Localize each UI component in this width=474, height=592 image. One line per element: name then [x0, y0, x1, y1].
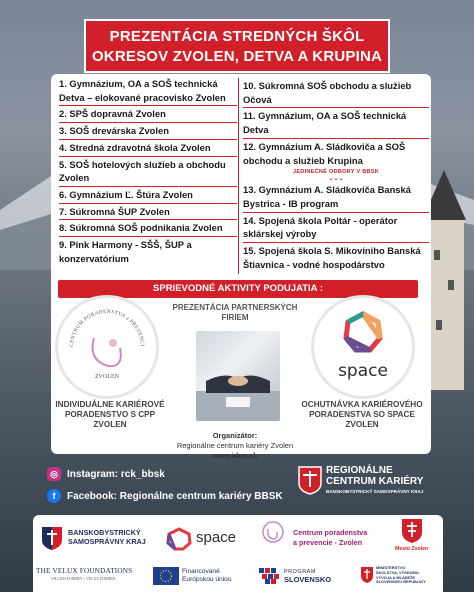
ministry-line-1: MINISTERSTVO: [376, 565, 406, 570]
eu-label: [182, 568, 232, 584]
cpp-footer-line-2: a prevencie - Zvolen: [293, 538, 363, 547]
svg-text:CENTRUM PORADENSTVA a PREVENCI: [58, 298, 145, 347]
activities-header: SPRIEVODNÉ AKTIVITY PODUJATIA :: [58, 280, 418, 298]
cpp-logo-circle: [55, 295, 159, 399]
facebook-text: Facebook: Regionálne centrum kariéry BBSK: [67, 490, 283, 502]
instagram-text: Instagram: rck_bbsk: [67, 468, 165, 480]
list-item: 12. Gymnázium A. Sládkoviča a SOŠ obchodu a služieb Krupina: [243, 140, 406, 166]
facebook-link[interactable]: [47, 486, 283, 506]
list-item: 6. Gymnázium Ľ. Štúra Zvolen: [59, 187, 237, 204]
program-label: [284, 568, 331, 584]
ministry-line-2: ŠKOLSTVA, VÝSKUMU,: [376, 569, 420, 575]
zvolen-crest-icon: [401, 518, 423, 544]
list-item: 1. Gymnázium, OA a SOŠ technická Detva – elokované pracovisko Zvolen: [59, 76, 237, 106]
organizer-block: [150, 431, 320, 461]
eu-line-1: Financované: [182, 568, 220, 575]
bbsk-label: [68, 528, 146, 546]
cpp-city: ZVOLEN: [95, 374, 119, 380]
program-slovensko-icon: [259, 568, 281, 584]
facebook-icon: f: [47, 489, 61, 503]
organizer-label: Organizátor:: [212, 431, 258, 440]
regional-career-center-logo: [297, 463, 432, 499]
bbsk-line-1: BANSKOBYSTRICKÝ: [68, 528, 141, 537]
list-item: 4. Stredná zdravotná škola Zvolen: [59, 140, 237, 157]
mesto-zvolen-label: Mesto Zvolen: [395, 546, 429, 552]
ministry-line-4: SLOVENSKEJ REPUBLIKY: [376, 579, 426, 585]
handshake-photo: [196, 331, 280, 421]
cpp-footer-icon: [261, 520, 285, 546]
list-item: 8. Súkromná SOŠ podnikania Zvolen: [59, 220, 237, 237]
cpp-ring-text: CENTRUM PORADENSTVA a PREVENCI: [68, 308, 146, 348]
instagram-link[interactable]: [47, 464, 283, 484]
cpp-footer-line-1: Centrum poradenstva: [293, 528, 368, 537]
special-programs-note: JEDINEČNÉ ODBORY V BBSK: [292, 169, 380, 176]
list-item: 3. SOŠ drevárska Zvolen: [59, 123, 237, 140]
schools-list-left: [59, 76, 237, 266]
rc-logo-line1: REGIONÁLNE: [326, 465, 393, 476]
social-links: [47, 464, 283, 508]
rc-logo-title: [326, 465, 423, 487]
list-item: 14. Spojená škola Poltár - operátor sklárskej výroby: [243, 213, 429, 243]
space-activity-label: OCHUTNÁVKA KARIÉROVÉHO PORADENSTVA SO SPACE ZVOLEN: [301, 400, 423, 429]
cpp-logo: [58, 298, 156, 396]
space-footer-icon: [165, 527, 193, 551]
schools-list-right: [243, 78, 429, 272]
ministry-line-3: VÝVOJA A MLÁDEŽE: [376, 574, 416, 580]
program-line-1: PROGRAM: [284, 569, 316, 575]
list-item: 2. SPŠ dopravná Zvolen: [59, 106, 237, 123]
chevron-down-icon: ⌄⌄⌄: [328, 176, 344, 183]
ministry-crest-icon: [361, 567, 373, 583]
column-divider: [238, 78, 239, 274]
velux-label: THE VELUX FOUNDATIONS: [36, 567, 133, 575]
space-logo: [314, 298, 412, 396]
list-item: 7. Súkromná ŠUP Zvolen: [59, 204, 237, 221]
list-item: 5. SOŠ hotelových služieb a obchodu Zvolen: [59, 157, 237, 187]
organizer-url[interactable]: www.idns.sk: [212, 451, 258, 460]
event-title: [84, 19, 390, 73]
rc-logo-line2: CENTRUM KARIÉRY: [326, 476, 424, 487]
cpp-activity-label: INDIVIDUÁLNE KARIÉROVÉ PORADENSTVO S CPP ZVOLEN: [55, 400, 165, 429]
list-item: 9. Pink Harmony - SŠŠ, ŠUP a konzervatórium: [59, 239, 192, 264]
eu-line-2: Európskou úniou: [182, 576, 232, 583]
list-item: 15. Spojená škola S. Mikovíniho Banská Štiavnica - vodné hospodárstvo: [243, 245, 421, 270]
list-item: 11. Gymnázium, OA a SOŠ technická Detva: [243, 108, 429, 138]
bbsk-line-2: SAMOSPRÁVNY KRAJ: [68, 537, 146, 546]
list-item: 10. Súkromná SOŠ obchodu a služieb Očová: [243, 78, 429, 108]
rc-logo-sub: BANSKOBYSTRICKÝ SAMOSPRÁVNY KRAJ: [326, 489, 424, 494]
instagram-icon: ◎: [47, 467, 61, 481]
cpp-footer-label: [293, 528, 367, 548]
space-word: space: [338, 361, 388, 381]
bbsk-shield-icon: [297, 465, 323, 495]
program-line-2: SLOVENSKO: [284, 575, 332, 584]
title-line-1: PREZENTÁCIA STREDNÝCH ŠKÔL: [109, 28, 365, 45]
partners-label: PREZENTÁCIA PARTNERSKÝCH FIRIEM: [172, 303, 298, 322]
organizer-name: Regionálne centrum kariéry Zvolen: [176, 441, 294, 450]
velux-sub: VILLUM FONDEN × VELUX FONDEN: [51, 577, 116, 581]
space-logo-circle: [311, 295, 415, 399]
list-item: 13. Gymnázium A. Sládkoviča Banská Bystrica - IB program: [243, 182, 429, 212]
title-line-2: OKRESOV ZVOLEN, DETVA A KRUPINA: [91, 48, 383, 65]
sponsors-footer: [33, 515, 443, 592]
eu-flag-icon: [153, 567, 179, 585]
ministry-label: [376, 566, 426, 585]
bbsk-crest-icon: [40, 525, 64, 551]
space-footer-word: space: [196, 529, 237, 546]
